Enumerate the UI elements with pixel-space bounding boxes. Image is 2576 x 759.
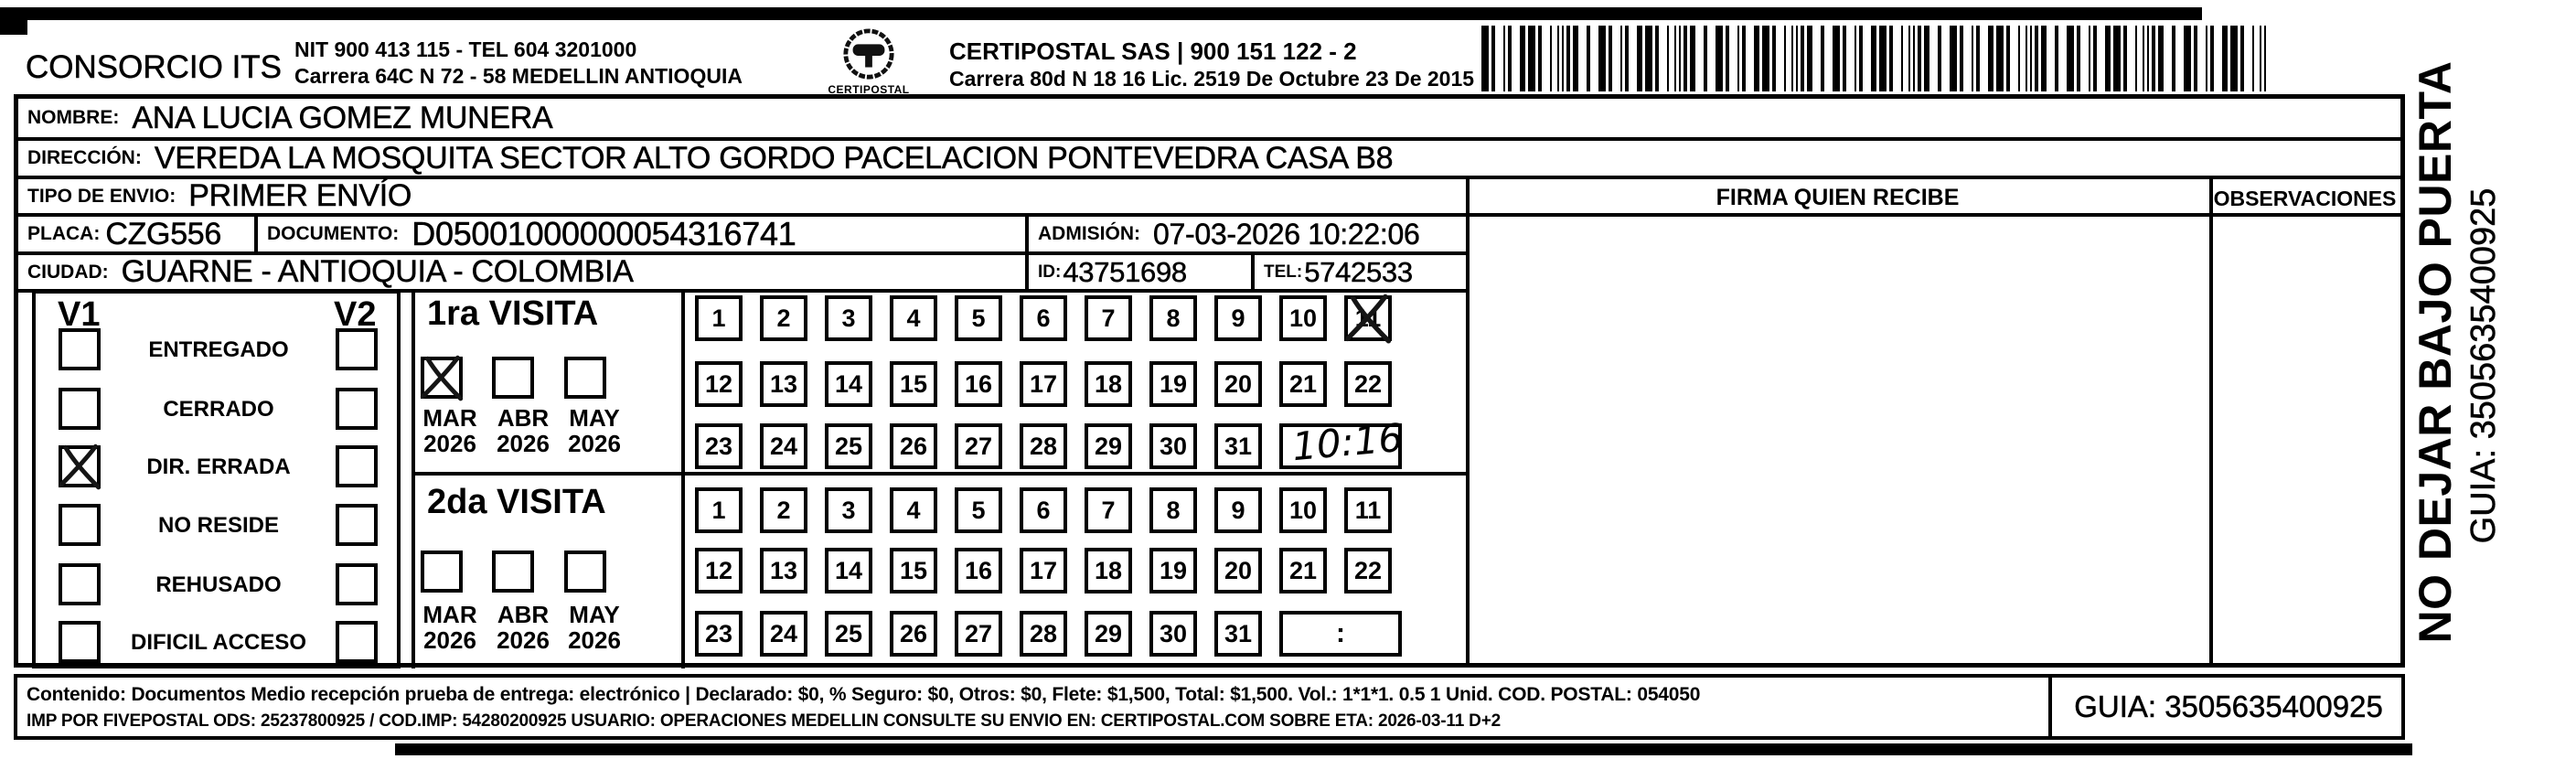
- day-number: 15: [899, 556, 928, 584]
- field-documento: [258, 217, 1025, 251]
- scan-artifact-corner: [0, 7, 27, 35]
- checkbox-visit1-mar[interactable]: [421, 357, 463, 399]
- day-checkbox-18[interactable]: [1085, 361, 1132, 407]
- documento-value: D05001000000054316741: [412, 215, 796, 252]
- visit2-day-row-2: [695, 548, 1392, 593]
- day-number: 9: [1231, 496, 1245, 524]
- tipo-envio-label: TIPO DE ENVIO:: [27, 185, 176, 207]
- visit2-month-abr: ABR: [497, 601, 550, 628]
- visit2-month-mar: MAR: [422, 601, 477, 628]
- ciudad-label: CIUDAD:: [27, 261, 109, 283]
- status-label-dificil-acceso: DIFICIL ACCESO: [130, 630, 306, 655]
- tipo-envio-value: PRIMER ENVÍO: [188, 178, 412, 213]
- visit1-day-row-1: [695, 295, 1392, 341]
- day-checkbox-2[interactable]: [760, 487, 807, 533]
- checkbox-v2-dir-errada[interactable]: [336, 445, 378, 487]
- nombre-label: NOMBRE:: [27, 107, 120, 128]
- day-number: 14: [834, 556, 863, 584]
- day-number: 9: [1231, 304, 1245, 332]
- company-nit: NIT 900 413 115 - TEL 604 3201000: [294, 37, 637, 61]
- day-number: 27: [964, 619, 993, 647]
- day-checkbox-24[interactable]: [760, 611, 807, 657]
- day-checkbox-30[interactable]: [1149, 423, 1197, 469]
- day-number: 17: [1029, 556, 1058, 584]
- day-number: 2: [776, 496, 791, 524]
- visit1-title: 1ra VISITA: [427, 294, 599, 333]
- day-number: 1: [711, 304, 726, 332]
- day-number: 6: [1036, 304, 1051, 332]
- visit1-month-abr: ABR: [497, 404, 550, 432]
- day-number: 10: [1288, 304, 1318, 332]
- day-number: 22: [1353, 369, 1383, 398]
- day-checkbox-25[interactable]: [825, 423, 872, 469]
- company-address: Carrera 64C N 72 - 58 MEDELLIN ANTIOQUIA: [294, 64, 743, 88]
- day-number: 15: [899, 369, 928, 398]
- footer-content-line: Contenido: Documentos Medio recepción prueba de entrega: electrónico | Declarado: $0, % Seguro: $0, Otros: $0, Flete: $1,500, Total: $1,500. Vol.: 1*1*1. 0.5 1 Unid. COD. POSTAL: 054050: [27, 684, 1701, 705]
- checkbox-visit1-may[interactable]: [564, 357, 606, 399]
- day-checkbox-1[interactable]: [695, 487, 743, 533]
- day-checkbox-31[interactable]: [1214, 423, 1262, 469]
- visit1-year-may: 2026: [568, 430, 621, 457]
- day-number: 8: [1166, 304, 1181, 332]
- checkbox-v2-entregado[interactable]: [336, 328, 378, 370]
- day-checkbox-8[interactable]: [1149, 487, 1197, 533]
- day-number: 11: [1354, 496, 1382, 524]
- footer-box: [14, 674, 2405, 740]
- day-checkbox-6[interactable]: [1020, 487, 1067, 533]
- day-number: 31: [1224, 432, 1253, 460]
- field-tel: [1255, 255, 1466, 289]
- day-checkbox-21[interactable]: [1279, 548, 1327, 593]
- footer-import-line: IMP POR FIVEPOSTAL ODS: 25237800925 / COD.IMP: 54280200925 USUARIO: OPERACIONES MEDELLIN CONSULTE SU ENVIO EN: CERTIPOSTAL.COM SOBRE ETA: 2026-03-11 D+2: [27, 711, 1501, 731]
- day-number: 22: [1353, 556, 1383, 584]
- visit2-year-may: 2026: [568, 626, 621, 654]
- side-guia: GUIA: 3505635400925: [2464, 187, 2503, 544]
- day-checkbox-1[interactable]: [695, 295, 743, 341]
- day-checkbox-23[interactable]: [695, 423, 743, 469]
- day-number: 12: [704, 556, 733, 584]
- day-checkbox-25[interactable]: [825, 611, 872, 657]
- day-number: 31: [1224, 619, 1253, 647]
- day-checkbox-15[interactable]: [890, 548, 937, 593]
- day-number: 25: [834, 432, 863, 460]
- status-label-dir-errada: DIR. ERRADA: [146, 454, 291, 479]
- day-checkbox-24[interactable]: [760, 423, 807, 469]
- day-number: 21: [1288, 369, 1318, 398]
- day-number: 7: [1101, 304, 1116, 332]
- day-checkbox-7[interactable]: [1085, 487, 1132, 533]
- visit2-time-box[interactable]: [1279, 611, 1402, 657]
- placa-value: CZG556: [105, 216, 222, 251]
- ciudad-value: GUARNE - ANTIOQUIA - COLOMBIA: [121, 254, 634, 289]
- visit1-day-row-2: [695, 361, 1392, 407]
- x-mark-icon: [58, 444, 102, 488]
- day-number: 18: [1094, 369, 1123, 398]
- operator-name: CERTIPOSTAL SAS | 900 151 122 - 2: [949, 37, 1357, 65]
- visit2-day-row-3: [695, 611, 1402, 657]
- day-number: 29: [1094, 619, 1123, 647]
- placa-label: PLACA:: [27, 223, 101, 244]
- day-number: 19: [1159, 369, 1188, 398]
- day-checkbox-6[interactable]: [1020, 295, 1067, 341]
- visit2-month-may: MAY: [569, 601, 620, 628]
- day-checkbox-15[interactable]: [890, 361, 937, 407]
- visit1-day-row-3: [695, 414, 1405, 470]
- day-number: 23: [704, 432, 733, 460]
- side-instruction: NO DEJAR BAJO PUERTA: [2410, 60, 2461, 644]
- visit1-time-handwritten: 10:16: [1290, 414, 1405, 470]
- field-tipo-envio: [18, 179, 1466, 213]
- day-number: 16: [964, 556, 993, 584]
- day-number: 17: [1029, 369, 1058, 398]
- day-number: 6: [1036, 496, 1051, 524]
- field-placa: [18, 217, 254, 251]
- admision-label: ADMISIÓN:: [1038, 223, 1140, 244]
- day-checkbox-28[interactable]: [1020, 423, 1067, 469]
- day-checkbox-5[interactable]: [955, 487, 1002, 533]
- visit2-day-row-1: [695, 487, 1392, 533]
- scan-artifact-bottom-bar: [395, 743, 2412, 755]
- observaciones-area[interactable]: [2213, 217, 2400, 663]
- day-number: 26: [899, 619, 928, 647]
- day-checkbox-17[interactable]: [1020, 548, 1067, 593]
- day-number: 21: [1288, 556, 1318, 584]
- scan-artifact-top-bar: [0, 7, 2202, 20]
- day-checkbox-5[interactable]: [955, 295, 1002, 341]
- status-panel: [32, 290, 401, 668]
- direccion-label: DIRECCIÓN:: [27, 147, 142, 168]
- day-checkbox-29[interactable]: [1085, 611, 1132, 657]
- day-number: 4: [906, 304, 921, 332]
- visit1-year-mar: 2026: [423, 430, 476, 457]
- footer-guia: GUIA: 3505635400925: [2074, 690, 2383, 723]
- firma-column-header: FIRMA QUIEN RECIBE: [1716, 185, 1960, 210]
- day-checkbox-3[interactable]: [825, 487, 872, 533]
- firma-area[interactable]: [1470, 217, 2209, 663]
- day-number: 30: [1159, 619, 1188, 647]
- checkbox-v2-rehusado[interactable]: [336, 563, 378, 605]
- day-number: 7: [1101, 496, 1116, 524]
- field-ciudad: [18, 255, 1025, 289]
- day-number: 10: [1288, 496, 1318, 524]
- checkbox-v2-cerrado[interactable]: [336, 388, 378, 430]
- visit2-year-mar: 2026: [423, 626, 476, 654]
- day-checkbox-10[interactable]: [1279, 295, 1327, 341]
- day-checkbox-19[interactable]: [1149, 548, 1197, 593]
- checkbox-v1-rehusado[interactable]: [59, 563, 101, 605]
- day-checkbox-22[interactable]: [1344, 361, 1392, 407]
- checkbox-v1-dificil-acceso[interactable]: [59, 621, 101, 663]
- day-number: 3: [841, 304, 856, 332]
- day-checkbox-12[interactable]: [695, 361, 743, 407]
- checkbox-v2-dificil-acceso[interactable]: [336, 621, 378, 663]
- checkbox-v1-cerrado[interactable]: [59, 388, 101, 430]
- day-number: 30: [1159, 432, 1188, 460]
- visit1-year-abr: 2026: [497, 430, 550, 457]
- day-number: 28: [1029, 432, 1058, 460]
- day-checkbox-4[interactable]: [890, 487, 937, 533]
- day-number: 23: [704, 619, 733, 647]
- day-number: 4: [906, 496, 921, 524]
- status-label-entregado: ENTREGADO: [148, 337, 289, 362]
- day-number: 16: [964, 369, 993, 398]
- documento-label: DOCUMENTO:: [267, 223, 400, 244]
- day-checkbox-9[interactable]: [1214, 295, 1262, 341]
- day-number: 18: [1094, 556, 1123, 584]
- day-number: 13: [769, 556, 798, 584]
- logo-caption: CERTIPOSTAL: [828, 83, 910, 96]
- day-checkbox-23[interactable]: [695, 611, 743, 657]
- day-checkbox-14[interactable]: [825, 361, 872, 407]
- checkbox-v1-entregado[interactable]: [59, 328, 101, 370]
- tel-value: 5742533: [1304, 255, 1413, 288]
- checkbox-v2-no-reside[interactable]: [336, 504, 378, 546]
- day-checkbox-14[interactable]: [825, 548, 872, 593]
- checkbox-v1-no-reside[interactable]: [59, 504, 101, 546]
- day-number: 20: [1224, 369, 1253, 398]
- day-number: 13: [769, 369, 798, 398]
- day-number: 2: [776, 304, 791, 332]
- x-mark-icon: [420, 356, 464, 400]
- admision-value: 07-03-2026 10:22:06: [1153, 217, 1420, 251]
- day-checkbox-17[interactable]: [1020, 361, 1067, 407]
- day-number: 12: [704, 369, 733, 398]
- checkbox-v1-dir-errada[interactable]: [59, 445, 101, 487]
- direccion-value: VEREDA LA MOSQUITA SECTOR ALTO GORDO PACELACION PONTEVEDRA CASA B8: [154, 140, 1394, 176]
- day-number: 29: [1094, 432, 1123, 460]
- checkbox-visit1-abr[interactable]: [492, 357, 534, 399]
- checkbox-visit2-mar[interactable]: [421, 551, 463, 593]
- company-name: CONSORCIO ITS: [26, 49, 283, 85]
- nombre-value: ANA LUCIA GOMEZ MUNERA: [132, 100, 553, 135]
- field-nombre: [18, 99, 1466, 137]
- x-mark-icon: [1343, 294, 1393, 342]
- checkbox-visit2-abr[interactable]: [492, 551, 534, 593]
- day-number: 19: [1159, 556, 1188, 584]
- day-checkbox-19[interactable]: [1149, 361, 1197, 407]
- day-checkbox-18[interactable]: [1085, 548, 1132, 593]
- id-label: ID:: [1038, 262, 1062, 282]
- day-number: 24: [769, 432, 798, 460]
- day-number: 5: [971, 496, 986, 524]
- visit1-month-may: MAY: [569, 404, 620, 432]
- checkbox-visit2-may[interactable]: [564, 551, 606, 593]
- certipostal-logo-icon: [825, 27, 913, 99]
- id-value: 43751698: [1063, 255, 1187, 288]
- field-admision: [1029, 217, 1466, 251]
- day-number: 24: [769, 619, 798, 647]
- day-checkbox-7[interactable]: [1085, 295, 1132, 341]
- day-checkbox-13[interactable]: [760, 361, 807, 407]
- day-checkbox-10[interactable]: [1279, 487, 1327, 533]
- day-checkbox-21[interactable]: [1279, 361, 1327, 407]
- day-checkbox-13[interactable]: [760, 548, 807, 593]
- day-checkbox-12[interactable]: [695, 548, 743, 593]
- day-checkbox-20[interactable]: [1214, 361, 1262, 407]
- day-number: 5: [971, 304, 986, 332]
- day-checkbox-2[interactable]: [760, 295, 807, 341]
- barcode-icon: [1481, 26, 2270, 91]
- v1-header: V1: [58, 295, 101, 334]
- day-checkbox-16[interactable]: [955, 548, 1002, 593]
- day-checkbox-28[interactable]: [1020, 611, 1067, 657]
- day-checkbox-26[interactable]: [890, 423, 937, 469]
- v2-header: V2: [334, 295, 377, 334]
- day-number: 8: [1166, 496, 1181, 524]
- field-id: [1029, 255, 1251, 289]
- operator-license: Carrera 80d N 18 16 Lic. 2519 De Octubre 23 De 2015: [949, 67, 1475, 91]
- day-checkbox-3[interactable]: [825, 295, 872, 341]
- day-checkbox-4[interactable]: [890, 295, 937, 341]
- day-checkbox-27[interactable]: [955, 423, 1002, 469]
- day-checkbox-9[interactable]: [1214, 487, 1262, 533]
- status-label-cerrado: CERRADO: [163, 397, 274, 422]
- day-number: 1: [711, 496, 726, 524]
- status-label-no-reside: NO RESIDE: [157, 513, 280, 538]
- day-checkbox-27[interactable]: [955, 611, 1002, 657]
- day-checkbox-20[interactable]: [1214, 548, 1262, 593]
- observaciones-column-header: OBSERVACIONES: [2213, 187, 2397, 210]
- day-number: 25: [834, 619, 863, 647]
- day-checkbox-11[interactable]: [1344, 295, 1392, 341]
- day-number: 20: [1224, 556, 1253, 584]
- day-checkbox-16[interactable]: [955, 361, 1002, 407]
- tel-label: TEL:: [1264, 262, 1303, 282]
- field-direccion: [18, 141, 1847, 176]
- visit2-time-colon: :: [1336, 618, 1345, 648]
- visit2-title: 2da VISITA: [427, 483, 606, 521]
- day-checkbox-22[interactable]: [1344, 548, 1392, 593]
- form-table: [14, 94, 2405, 668]
- day-number: 26: [899, 432, 928, 460]
- day-number: 14: [834, 369, 863, 398]
- day-checkbox-29[interactable]: [1085, 423, 1132, 469]
- day-checkbox-11[interactable]: [1344, 487, 1392, 533]
- visit1-month-mar: MAR: [422, 404, 477, 432]
- day-number: 28: [1029, 619, 1058, 647]
- visit1-time-box[interactable]: [1279, 414, 1405, 470]
- day-checkbox-30[interactable]: [1149, 611, 1197, 657]
- day-number: 11: [1354, 304, 1382, 332]
- day-checkbox-8[interactable]: [1149, 295, 1197, 341]
- visit2-year-abr: 2026: [497, 626, 550, 654]
- day-checkbox-31[interactable]: [1214, 611, 1262, 657]
- day-number: 27: [964, 432, 993, 460]
- day-number: 3: [841, 496, 856, 524]
- status-label-rehusado: REHUSADO: [155, 572, 282, 597]
- day-checkbox-26[interactable]: [890, 611, 937, 657]
